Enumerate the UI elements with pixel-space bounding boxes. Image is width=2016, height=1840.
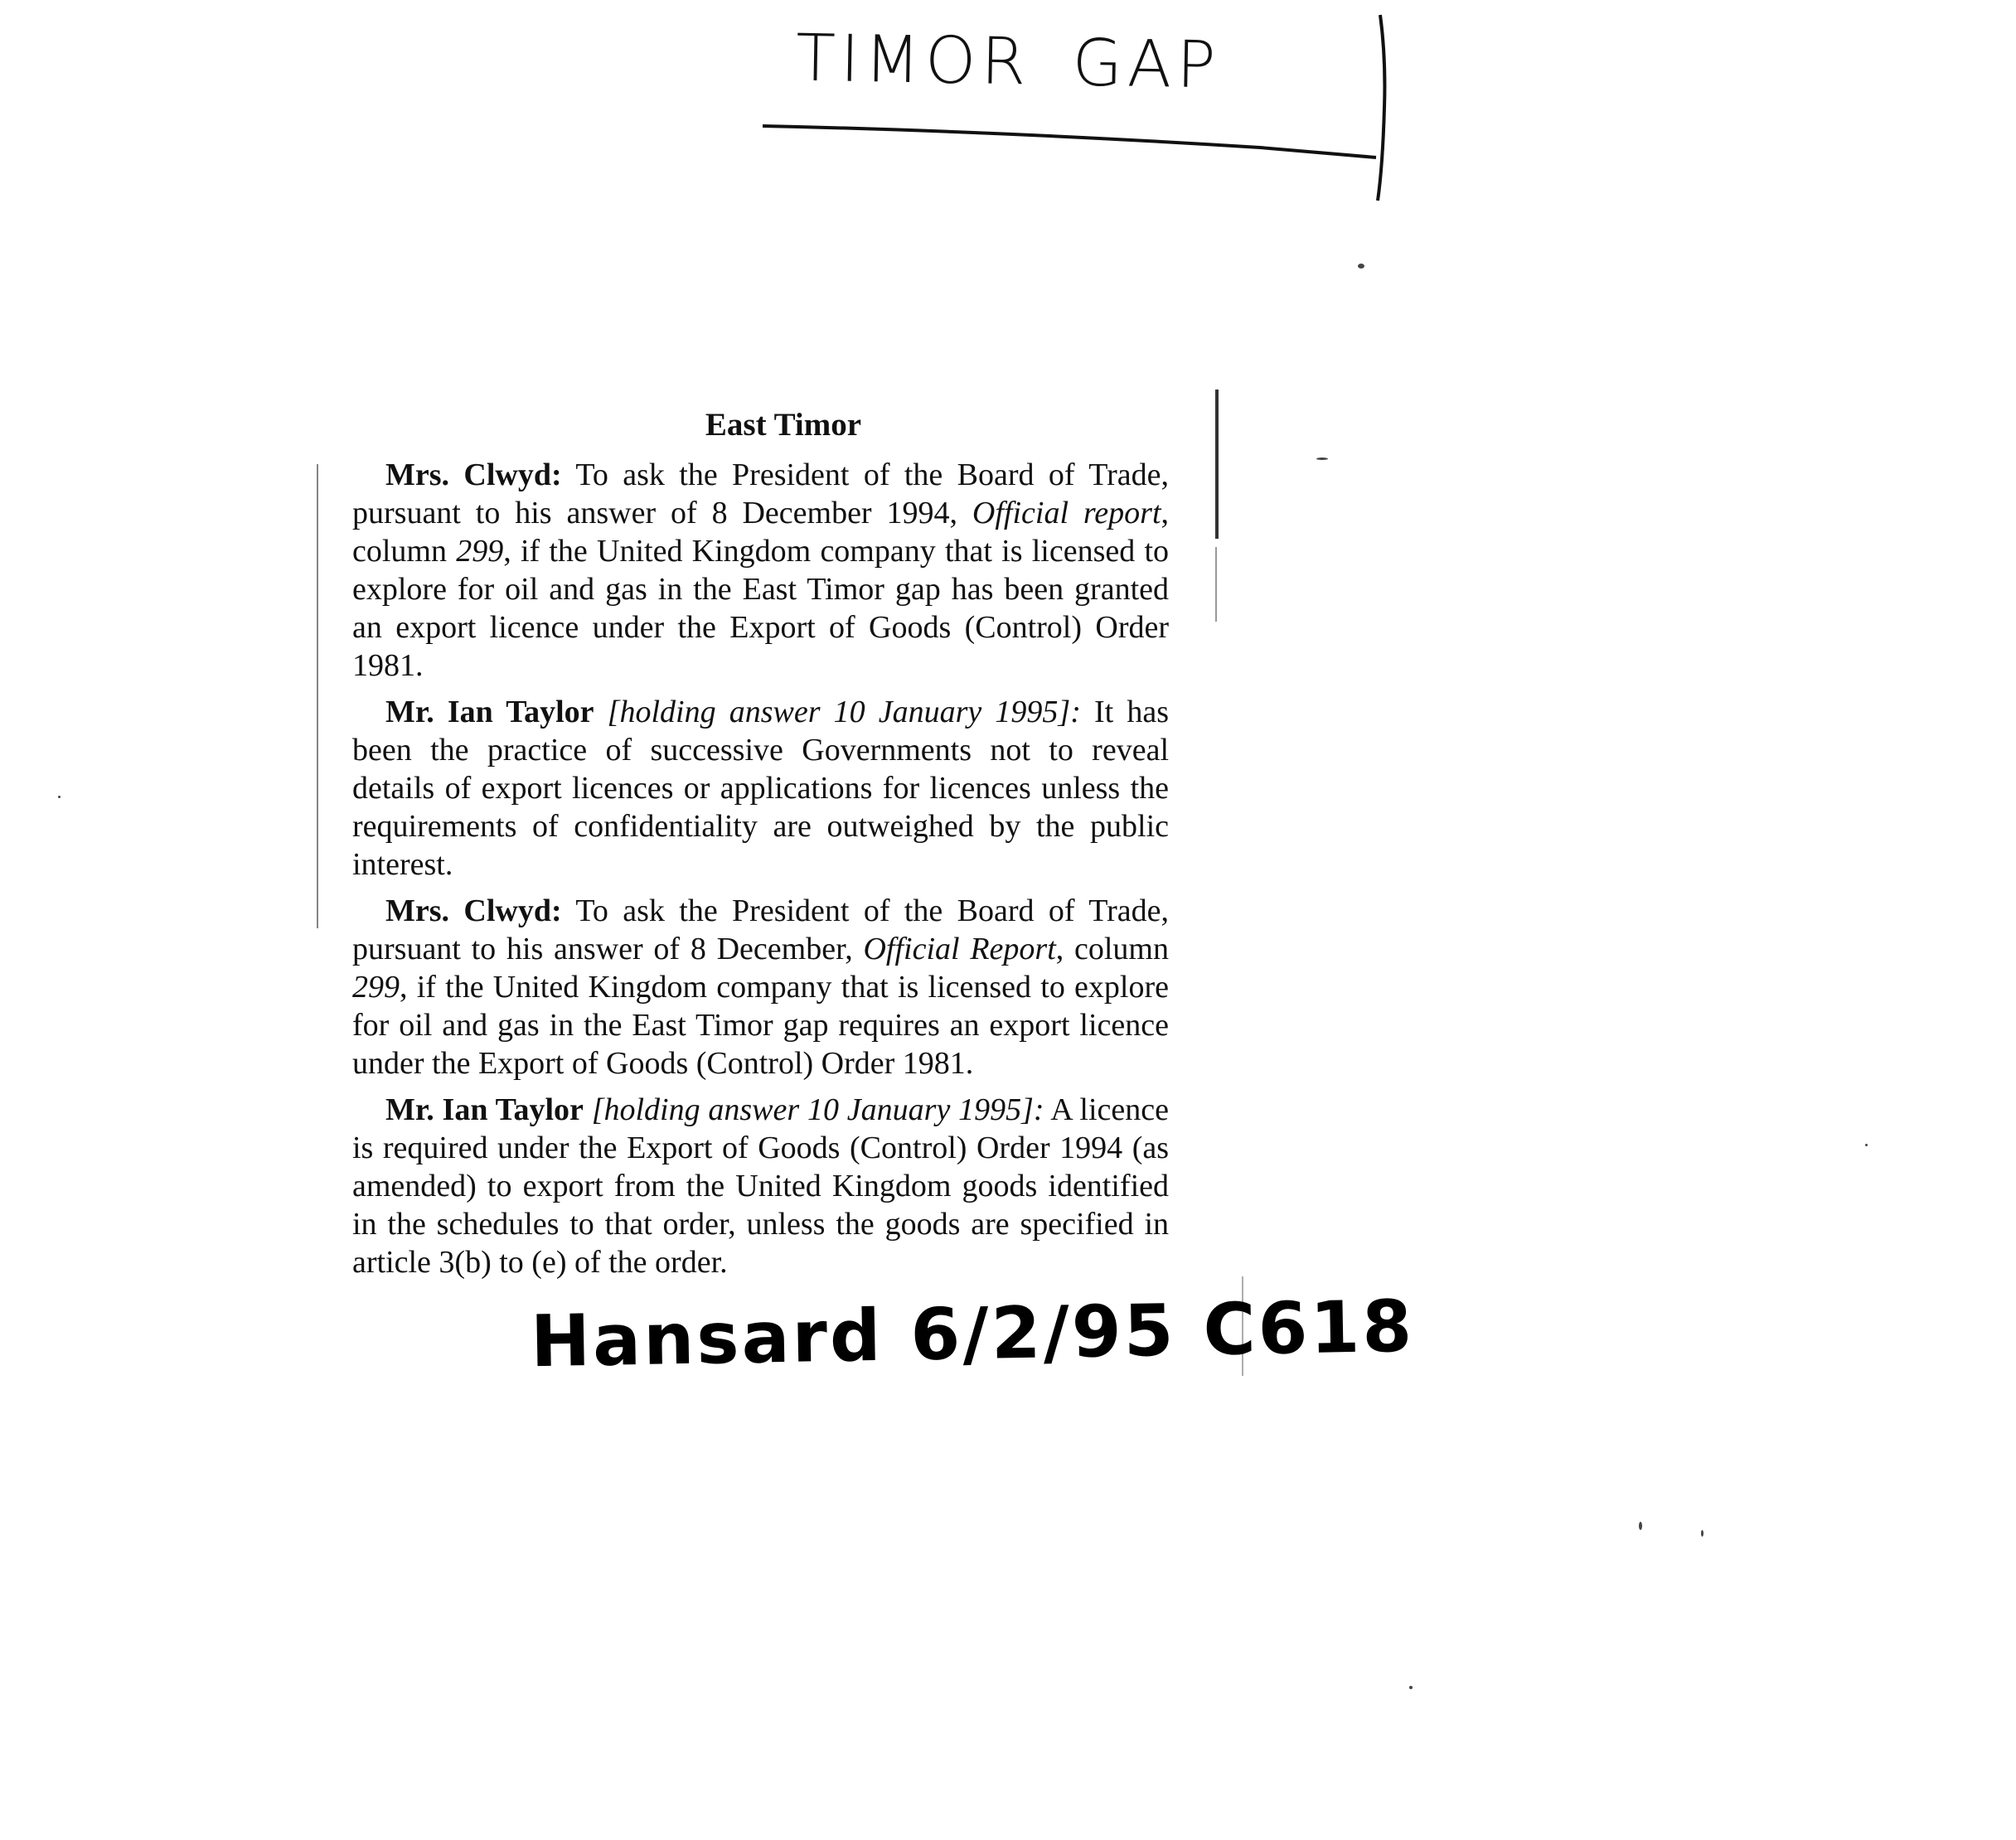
speaker-name: Mrs. Clwyd:	[385, 458, 562, 492]
scan-speck	[1865, 1144, 1868, 1146]
body-text: , if the United Kingdom company that is licensed to explore for oil and gas in the East Timor gap requires an export licence under the Export of Goods (Control) Order 1981.	[352, 970, 1169, 1081]
italic-text: Official Report	[863, 932, 1056, 966]
scan-speck	[1639, 1522, 1642, 1530]
italic-text: 299	[352, 970, 400, 1005]
italic-text: 299	[456, 534, 504, 569]
hansard-clipping	[327, 381, 1239, 1401]
handwritten-bracket	[746, 8, 1426, 207]
clipping-body	[352, 456, 1169, 1290]
speaker-name: Mr. Ian Taylor	[385, 1092, 584, 1127]
body-text: To ask the President of the Board of Trade, pursuant to his answer of 8 December 1994,	[352, 458, 1169, 530]
speaker-name: Mr. Ian Taylor	[385, 695, 594, 729]
scan-speck	[58, 796, 61, 798]
scan-speck	[1701, 1530, 1703, 1537]
clipping-edge-left	[317, 464, 318, 928]
body-text: To ask the President of the Board of Trade, pursuant to his answer of 8 December,	[352, 893, 1169, 966]
scan-speck	[1316, 458, 1328, 460]
handwritten-source-note: Hansard 6/2/95 C618	[530, 1285, 1415, 1384]
scan-speck	[1409, 1686, 1413, 1689]
italic-text: Official report	[972, 496, 1161, 530]
clipping-title: East Timor	[705, 407, 862, 443]
speaker-name: Mrs. Clwyd:	[385, 893, 562, 928]
italic-text: [holding answer 10 January 1995]:	[607, 695, 1081, 729]
body-text: , column	[352, 496, 1169, 569]
handwritten-word-gap: GAP	[1071, 26, 1222, 104]
body-text: A licence is required under the Export of Goods (Control) Order 1994 (as amended) to export from the United Kingdom goods identified in the schedules to that order, unless the goods are specified in article 3(b) to (e) of the order.	[352, 1092, 1169, 1280]
italic-text: [holding answer 10 January 1995]:	[591, 1092, 1044, 1127]
scan-speck	[1358, 264, 1364, 269]
body-text: , column	[1055, 932, 1169, 966]
body-text: It has been the practice of successive Governments not to reveal details of export licences or applications for licences unless the requirements of confidentiality are outweighed by the public interest.	[352, 695, 1170, 882]
hansard-paragraph	[352, 456, 1169, 685]
hansard-paragraph	[352, 892, 1169, 1082]
handwritten-word-timor: TIMOR	[795, 21, 1032, 100]
hansard-paragraph	[352, 693, 1169, 884]
body-text: , if the United Kingdom company that is licensed to explore for oil and gas in the East Timor gap has been granted an export licence under the Export of Goods (Control) Order 1981.	[352, 534, 1170, 683]
hansard-paragraph	[352, 1091, 1169, 1281]
